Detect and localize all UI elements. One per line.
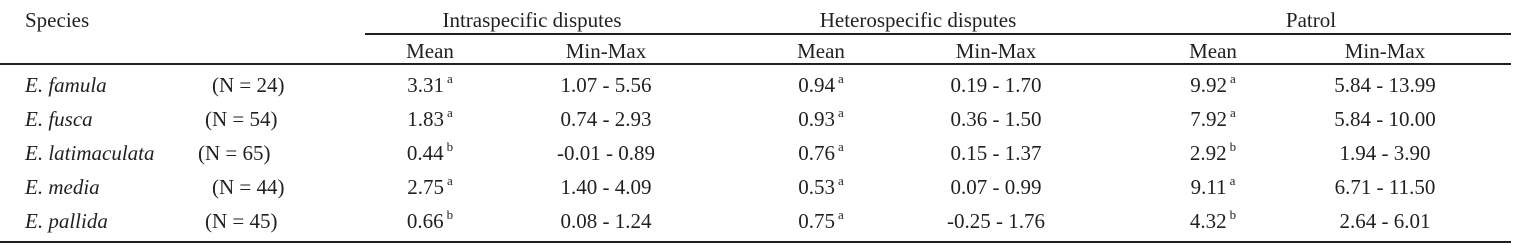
intra-range: 0.74 - 2.93 [560,107,652,131]
sample-size: (N = 54) [205,107,278,131]
hetero-mean: 0.94 $^a$ [798,71,844,97]
patrol-range: 1.94 - 3.90 [1339,141,1431,165]
hetero-mean: 0.76 $^a$ [798,139,844,165]
species-name: E. latimaculata [25,141,155,165]
patrol-range: 5.84 - 13.99 [1334,73,1436,97]
intra-range: 1.40 - 4.09 [560,175,652,199]
patrol-mean: 2.92 $^b$ [1189,139,1237,165]
bottom-rule [0,241,1511,243]
patrol-mean: 4.32 $^b$ [1189,207,1237,233]
patrol-range: 5.84 - 10.00 [1334,107,1436,131]
sample-size: (N = 65) [198,141,271,165]
intra-mean: 2.75 $^a$ [407,173,453,199]
sample-size: (N = 44) [212,175,285,199]
species-name: E. famula [25,73,107,97]
intra-mean: 1.83 $^a$ [407,105,453,131]
patrol-mean: 9.11 $^a$ [1190,173,1236,199]
intra-mean: 0.44 $^b$ [406,139,454,165]
subheader-intra-mean: Mean [406,39,454,63]
sample-size: (N = 45) [205,209,278,233]
hetero-range: -0.25 - 1.76 [947,209,1045,233]
group-rule [365,33,1511,35]
patrol-range: 6.71 - 11.50 [1334,175,1436,199]
intra-range: 0.08 - 1.24 [560,209,652,233]
hetero-range: 0.15 - 1.37 [950,141,1042,165]
species-name: E. media [25,175,100,199]
patrol-range: 2.64 - 6.01 [1339,209,1431,233]
species-name: E. fusca [25,107,93,131]
species-header: Species [25,8,90,32]
group-header-intraspecific: Intraspecific disputes [442,8,622,32]
hetero-mean: 0.93 $^a$ [798,105,844,131]
hetero-range: 0.19 - 1.70 [950,73,1042,97]
group-header-patrol: Patrol [1285,8,1337,32]
header-rule [0,63,1511,65]
sample-size: (N = 24) [212,73,285,97]
subheader-patrol-minmax: Min-Max [1344,39,1426,63]
intra-mean: 3.31 $^a$ [407,71,453,97]
patrol-mean: 7.92 $^a$ [1190,105,1236,131]
hetero-mean: 0.75 $^a$ [798,207,844,233]
intra-range: 1.07 - 5.56 [560,73,652,97]
patrol-mean: 9.92 $^a$ [1190,71,1236,97]
group-header-heterospecific: Heterospecific disputes [819,8,1017,32]
subheader-intra-minmax: Min-Max [565,39,647,63]
hetero-mean: 0.53 $^a$ [798,173,844,199]
subheader-hetero-mean: Mean [797,39,845,63]
intra-range: -0.01 - 0.89 [557,141,655,165]
subheader-patrol-mean: Mean [1189,39,1237,63]
hetero-range: 0.36 - 1.50 [950,107,1042,131]
intra-mean: 0.66 $^b$ [406,207,454,233]
species-name: E. pallida [25,209,108,233]
hetero-range: 0.07 - 0.99 [950,175,1042,199]
subheader-hetero-minmax: Min-Max [955,39,1037,63]
